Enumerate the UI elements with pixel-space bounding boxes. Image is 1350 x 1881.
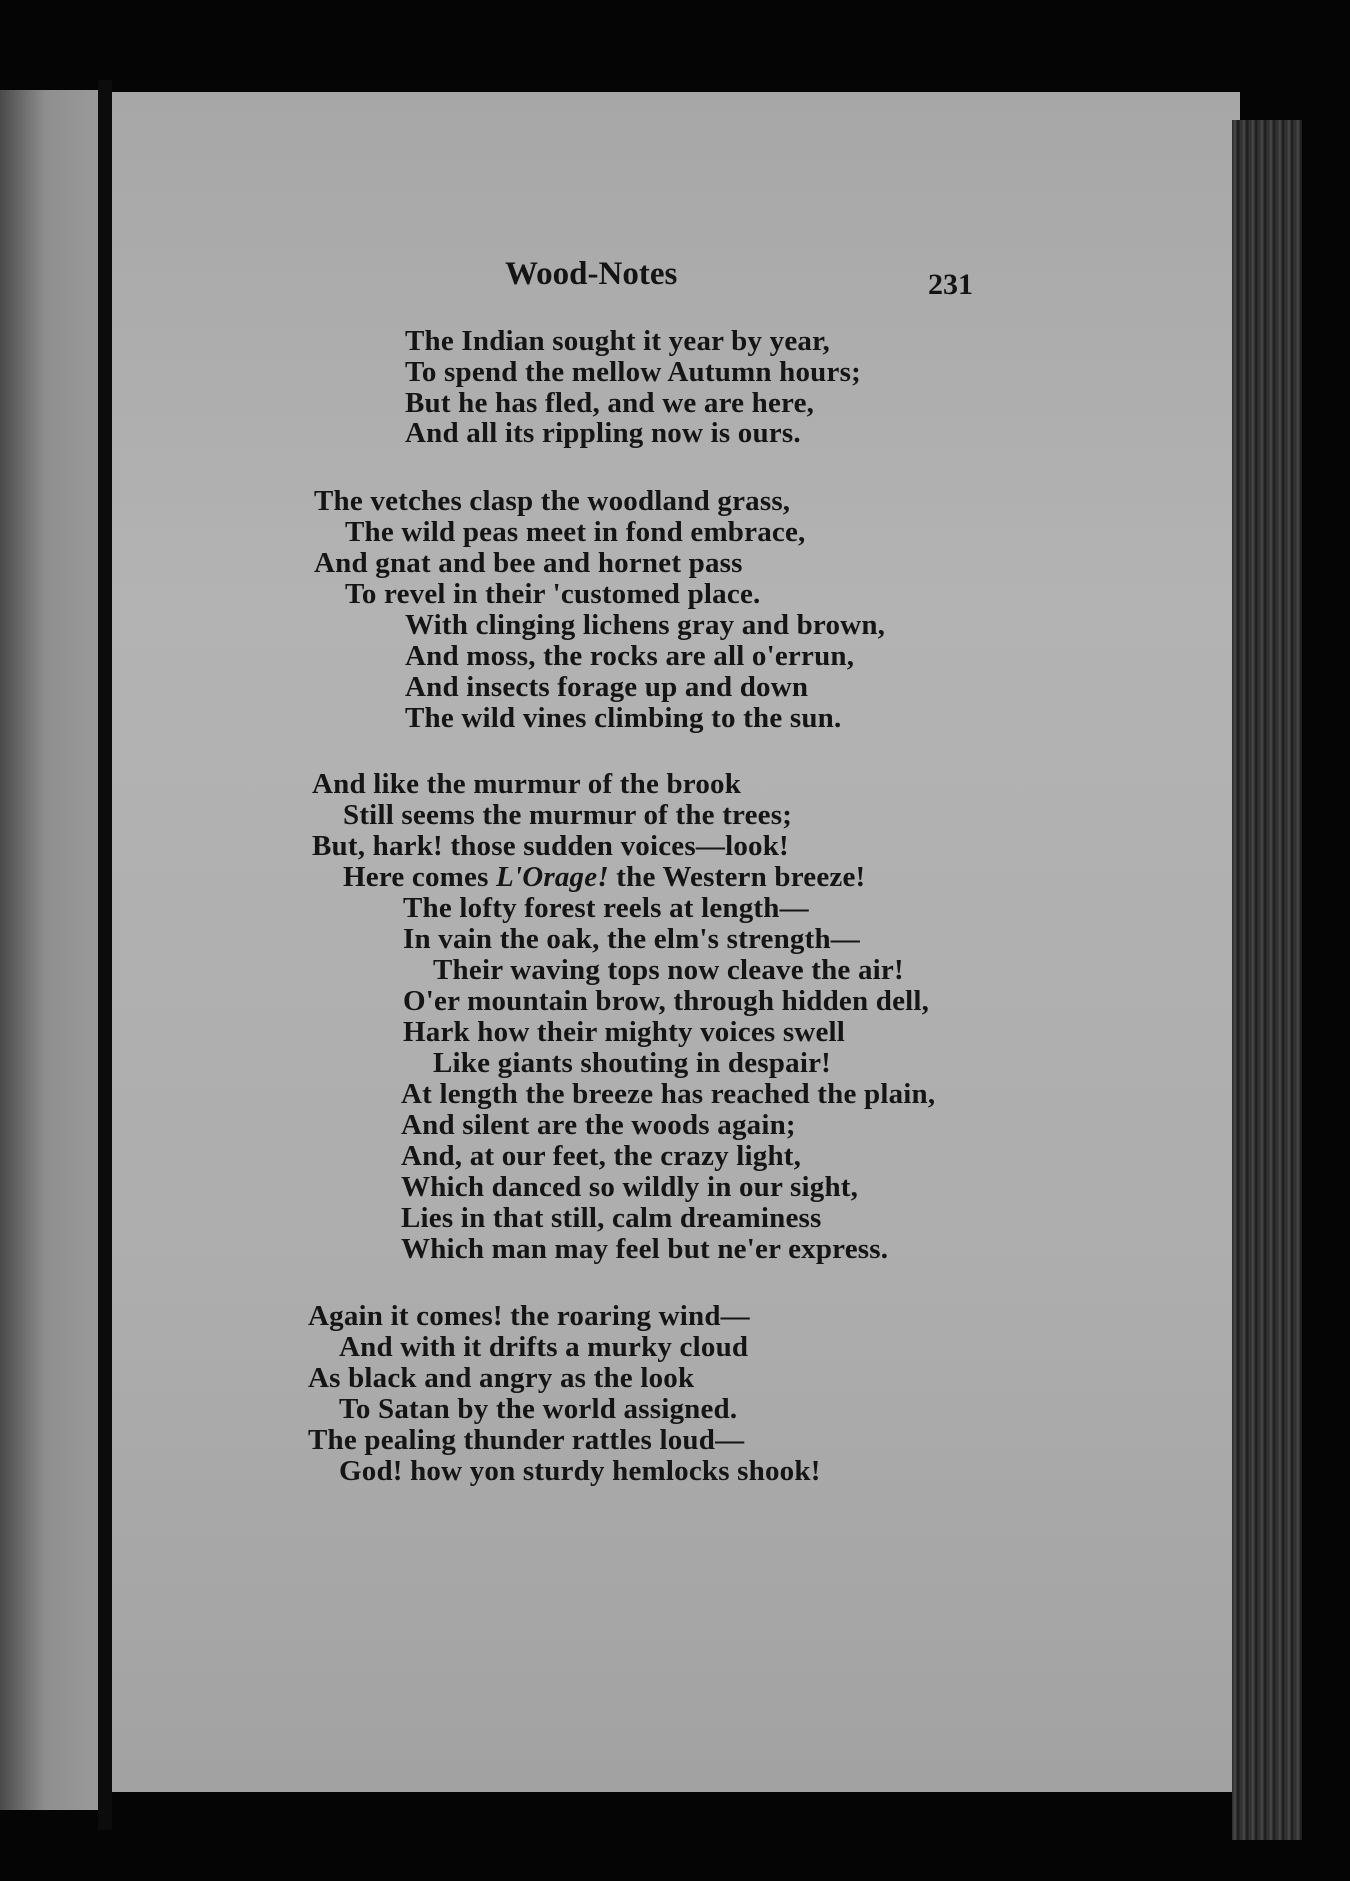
poem-line: Their waving tops now cleave the air! [433, 954, 904, 986]
poem-line-part: the Western breeze! [616, 861, 866, 893]
poem-line: The vetches clasp the woodland grass, [314, 485, 791, 517]
poem-line-italic: L'Orage! [496, 861, 609, 893]
poem-line: Like giants shouting in despair! [433, 1047, 831, 1079]
poem-line-part: Here comes [343, 861, 489, 893]
poem-line: But, hark! those sudden voices—look! [312, 830, 789, 862]
poem-line: With clinging lichens gray and brown, [405, 609, 886, 641]
poem-line: The Indian sought it year by year, [405, 325, 830, 357]
poem-line: To Satan by the world assigned. [339, 1393, 738, 1425]
poem-line: Hark how their mighty voices swell [403, 1016, 846, 1048]
facing-page-edge [0, 90, 100, 1810]
poem-line: The wild vines climbing to the sun. [405, 702, 842, 734]
poem-line: And gnat and bee and hornet pass [314, 547, 743, 579]
page-number: 231 [928, 268, 973, 301]
poem-line: The pealing thunder rattles loud— [308, 1424, 745, 1456]
poem-line: At length the breeze has reached the plain, [401, 1078, 936, 1110]
poem-line: God! how yon sturdy hemlocks shook! [339, 1455, 821, 1487]
poem-line: Again it comes! the roaring wind— [308, 1300, 750, 1332]
poem-line: The lofty forest reels at length— [403, 892, 809, 924]
book-page [110, 92, 1240, 1792]
poem-line: And with it drifts a murky cloud [339, 1331, 749, 1363]
poem-line: Which danced so wildly in our sight, [401, 1171, 859, 1203]
poem-line: And insects forage up and down [405, 671, 809, 703]
page-edges [1232, 120, 1302, 1840]
poem-line: To spend the mellow Autumn hours; [405, 356, 861, 388]
poem-line: O'er mountain brow, through hidden dell, [403, 985, 930, 1017]
poem-line: The wild peas meet in fond embrace, [345, 516, 806, 548]
poem-line: And like the murmur of the brook [312, 768, 742, 800]
poem-line: And silent are the woods again; [401, 1109, 796, 1141]
poem-line: And moss, the rocks are all o'errun, [405, 640, 855, 672]
poem-line: Which man may feel but ne'er express. [401, 1233, 889, 1265]
poem-line: But he has fled, and we are here, [405, 387, 815, 419]
poem-line: In vain the oak, the elm's strength— [403, 923, 860, 955]
running-head: Wood-Notes [505, 256, 678, 292]
poem-line: Lies in that still, calm dreaminess [401, 1202, 822, 1234]
poem-line: And all its rippling now is ours. [405, 417, 801, 449]
poem-line: And, at our feet, the crazy light, [401, 1140, 802, 1172]
poem-line: Still seems the murmur of the trees; [343, 799, 793, 831]
poem-line: To revel in their 'customed place. [345, 578, 761, 610]
binding-gutter [98, 80, 112, 1830]
poem-line: As black and angry as the look [308, 1362, 695, 1394]
